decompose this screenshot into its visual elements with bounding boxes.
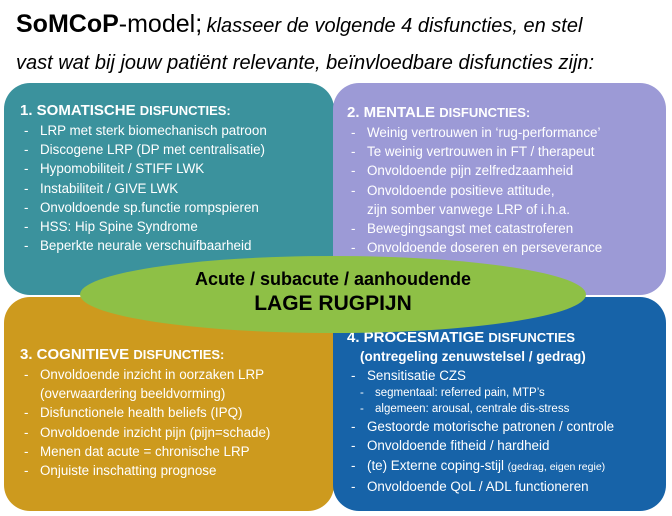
heading-text: 3. COGNITIEVE (20, 346, 130, 363)
somatic-list (20, 121, 334, 255)
list-item: - Bewegingsangst met catastroferen (347, 219, 666, 238)
process-list (347, 366, 666, 496)
list-item-line: (te) Externe coping-stijl (367, 457, 504, 473)
list-item: - LRP met sterk biomechanisch patroon (20, 121, 334, 140)
heading-suffix: DISFUNCTIES: (439, 105, 531, 120)
list-item: - HSS: Hip Spine Syndrome (20, 217, 334, 236)
title-model: -model; (118, 10, 203, 38)
list-item: - Onvoldoende QoL / ADL functioneren (347, 477, 666, 496)
center-subtitle: Acute / subacute / aanhoudende (194, 269, 472, 289)
list-item (347, 181, 666, 219)
list-item: - Discogene LRP (DP met centralisatie) (20, 140, 334, 159)
list-subitem: - algemeen: arousal, centrale dis-stress (347, 401, 666, 417)
list-item: - Beperkte neurale verschuifbaarheid (20, 236, 334, 255)
quadrant-somatic-heading (20, 101, 334, 120)
list-item: - Weinig vertrouwen in ‘rug-performance’ (347, 123, 666, 142)
heading-suffix: DISFUNCTIES: (139, 103, 231, 118)
list-item: - Sensitisatie CZS (347, 366, 666, 385)
list-item: - Te weinig vertrouwen in FT / therapeut (347, 142, 666, 161)
mental-list (347, 123, 666, 257)
list-item-continuation: zijn somber vanwege LRP of i.h.a. (367, 201, 570, 217)
diagram-title (16, 6, 666, 78)
quadrant-mental-heading (347, 103, 666, 122)
list-item-continuation: (overwaardering beeldvorming) (40, 386, 226, 402)
list-item: - Menen dat acute = chronische LRP (20, 442, 334, 461)
list-subitem: - segmentaal: referred pain, MTP’s (347, 385, 666, 401)
cognitive-list (20, 365, 334, 480)
list-item-note: (gedrag, eigen regie) (507, 460, 606, 473)
heading-text: 2. MENTALE (347, 104, 436, 121)
list-item: - Onjuiste inschatting prognose (20, 461, 334, 480)
heading-text: 4. PROCESMATIGE (347, 329, 485, 346)
quadrant-process-subheading: (ontregeling zenuwstelsel / gedrag) (360, 349, 586, 364)
title-instruction-line2: vast wat bij jouw patiënt relevante, beïnvloedbare disfuncties zijn: (16, 52, 595, 74)
center-title: LAGE RUGPIJN (254, 292, 412, 315)
list-item: - Onvoldoende sp.functie rompspieren (20, 198, 334, 217)
heading-text: 1. SOMATISCHE (20, 102, 136, 119)
list-item (20, 365, 334, 403)
list-item: - Hypomobiliteit / STIFF LWK (20, 159, 334, 178)
list-item: - Instabiliteit / GIVE LWK (20, 179, 334, 198)
list-item: - Disfunctionele health beliefs (IPQ) (20, 403, 334, 422)
list-item: - Onvoldoende pijn zelfredzaamheid (347, 161, 666, 180)
list-item: - Gestoorde motorische patronen / controle (347, 417, 666, 436)
list-item: - Onvoldoende inzicht pijn (pijn=schade) (20, 423, 334, 442)
list-item: - Onvoldoende doseren en perseverance (347, 238, 666, 257)
title-instruction-line1: klasseer de volgende 4 disfuncties, en stel (206, 15, 583, 37)
heading-suffix: DISFUNCTIES: (133, 347, 225, 362)
heading-suffix: DISFUNCTIES (488, 330, 576, 345)
list-item-line: Onvoldoende inzicht in oorzaken LRP (40, 367, 265, 382)
center-ellipse (80, 256, 586, 333)
title-brand: SoMCoP (16, 10, 119, 38)
list-item (347, 456, 666, 477)
list-item-line: Onvoldoende positieve attitude, (367, 182, 555, 198)
quadrant-cognitive-heading (20, 345, 334, 364)
list-item: - Onvoldoende fitheid / hardheid (347, 436, 666, 455)
